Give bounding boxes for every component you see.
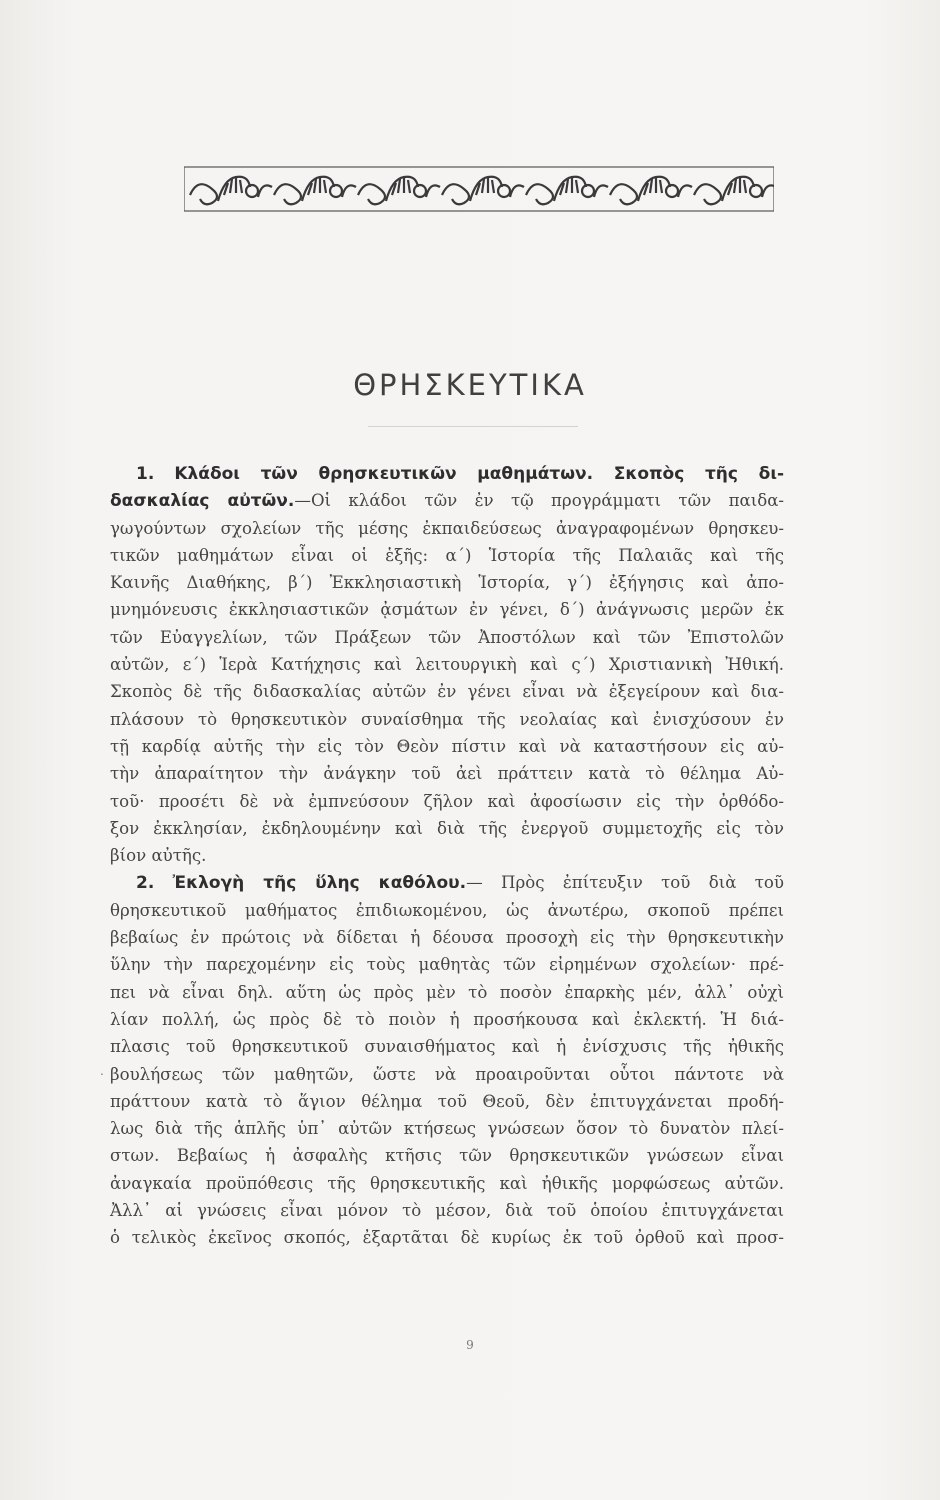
body-text bbox=[110, 460, 784, 1252]
section-1-heading-line bbox=[110, 460, 784, 487]
section-1-line: τικῶν μαθημάτων εἶναι οἱ ἑξῆς: α΄) Ἱστορία τῆς Παλαιᾶς καὶ τῆς bbox=[110, 545, 784, 565]
section-1-line: πλάσουν τὸ θρησκευτικὸν συναίσθημα τῆς νεολαίας καὶ ἐνισχύσουν ἐν bbox=[110, 709, 784, 729]
section-1-line: τοῦ· προσέτι δὲ νὰ ἐμπνεύσουν ζῆλον καὶ ἀφοσίωσιν εἰς τὴν ὀρθόδο- bbox=[110, 791, 784, 811]
section-1-line: αὐτῶν, ε΄) Ἱερὰ Κατήχησις καὶ λειτουργικὴ καὶ ς΄) Χριστιανικὴ Ἠθική. bbox=[110, 655, 784, 675]
section-2-line: ἀναγκαία προϋπόθεσις τῆς θρησκευτικῆς καὶ ἠθικῆς μορφώσεως αὐτῶν. bbox=[110, 1173, 784, 1193]
section-2-heading-line: 2. Ἐκλογὴ τῆς ὕλης καθόλου.— Πρὸς ἐπίτευξιν τοῦ διὰ τοῦ bbox=[136, 873, 784, 894]
section-2-line: πλασις τοῦ θρησκευτικοῦ συναισθήματος καὶ ἡ ἐνίσχυσις τῆς ἠθικῆς bbox=[110, 1037, 784, 1057]
section-2-number: 2. bbox=[136, 873, 155, 894]
page-title: ΘΡΗΣΚΕΥΤΙΚΑ bbox=[353, 368, 587, 402]
margin-dot: . bbox=[100, 1064, 104, 1078]
section-1-line: Καινῆς Διαθήκης, β΄) Ἐκκλησιαστικὴ Ἱστορία, γ΄) ἐξήγησις καὶ ἀπο- bbox=[110, 573, 784, 593]
section-2-line: στων. Βεβαίως ἡ ἀσφαλὴς κτῆσις τῶν θρησκευτικῶν γνώσεων εἶναι bbox=[110, 1146, 784, 1166]
section-1-line: τῇ καρδίᾳ αὐτῆς τὴν εἰς τὸν Θεὸν πίστιν καὶ νὰ καταστήσουν εἰς αὐ- bbox=[110, 736, 784, 756]
section-2-line: ὁ τελικὸς ἐκεῖνος σκοπός, ἐξαρτᾶται δὲ κυρίως ἐκ τοῦ ὀρθοῦ καὶ προσ- bbox=[110, 1228, 784, 1248]
section-1-line: μνημόνευσις ἐκκλησιαστικῶν ᾀσμάτων ἐν γένει, δ΄) ἀνάγνωσις μερῶν ἐκ bbox=[110, 600, 784, 620]
section-1-line: τῶν Εὐαγγελίων, τῶν Πράξεων τῶν Ἀποστόλων καὶ τῶν Ἐπιστολῶν bbox=[110, 627, 784, 647]
title-divider bbox=[368, 426, 578, 427]
section-1-line: βίον αὐτῆς. bbox=[110, 846, 207, 866]
section-2-line: ὕλην τὴν παρεχομένην εἰς τοὺς μαθητὰς τῶν εἰρημένων σχολείων· πρέ- bbox=[110, 955, 784, 975]
greek-palmette-ornament-icon bbox=[184, 165, 774, 213]
section-1-line: Σκοπὸς δὲ τῆς διδασκαλίας αὐτῶν ἐν γένει εἶναι νὰ ἐξεγείρουν καὶ δια- bbox=[110, 682, 784, 702]
section-2-line: λως διὰ τῆς ἁπλῆς ὑπ᾿ αὐτῶν κτήσεως γνώσεων ὅσον τὸ δυνατὸν πλεί- bbox=[110, 1119, 784, 1139]
page-number: 9 bbox=[466, 1338, 474, 1352]
section-1-line: τὴν ἀπαραίτητον τὴν ἀνάγκην τοῦ ἀεὶ πράττειν κατὰ τὸ θέλημα Αὐ- bbox=[110, 764, 784, 784]
section-1-heading-a: Κλάδοι τῶν θρησκευτικῶν μαθημάτων. Σκοπὸς τῆς δι- bbox=[174, 464, 784, 484]
section-2-line: πει νὰ εἶναι δηλ. αὕτη ὡς πρὸς μὲν τὸ ποσὸν ἐπαρκὴς μέν, ἀλλ᾿ οὐχὶ bbox=[110, 982, 784, 1002]
section-2-line: βουλήσεως τῶν μαθητῶν, ὥστε νὰ προαιροῦνται οὗτοι πάντοτε νὰ bbox=[110, 1064, 784, 1084]
section-2-line: λίαν πολλή, ὡς πρὸς δὲ τὸ ποιὸν ἡ προσήκουσα καὶ ἐκλεκτή. Ἡ διά- bbox=[110, 1009, 784, 1029]
section-2-line: θρησκευτικοῦ μαθήματος ἐπιδιωκομένου, ὡς ἀνωτέρω, σκοποῦ πρέπει bbox=[110, 900, 784, 920]
section-2-line: βεβαίως ἐν πρώτοις νὰ δίδεται ἡ δέουσα προσοχὴ εἰς τὴν θρησκευτικὴν bbox=[110, 928, 784, 948]
section-1-line: ξον ἐκκλησίαν, ἐκδηλουμένην καὶ διὰ τῆς ἐνεργοῦ συμμετοχῆς εἰς τὸν bbox=[110, 818, 784, 838]
section-1-line: δασκαλίας αὐτῶν.—Οἱ κλάδοι τῶν ἐν τῷ προγράμματι τῶν παιδα- bbox=[110, 491, 785, 512]
section-1-heading-b: δασκαλίας αὐτῶν. bbox=[110, 491, 295, 512]
section-2-line: πράττουν κατὰ τὸ ἅγιον θέλημα τοῦ Θεοῦ, δὲν ἐπιτυγχάνεται προδή- bbox=[110, 1091, 784, 1111]
section-2-line: Ἀλλ᾿ αἱ γνώσεις εἶναι μόνον τὸ μέσον, διὰ τοῦ ὁποίου ἐπιτυγχάνεται bbox=[110, 1201, 784, 1221]
section-1-number: 1. bbox=[136, 464, 155, 484]
section-2-heading: Ἐκλογὴ τῆς ὕλης καθόλου. bbox=[172, 873, 467, 894]
section-1-line: γωγούντων σχολείων τῆς μέσης ἐκπαιδεύσεως ἀναγραφομένων θρησκευ- bbox=[110, 518, 784, 538]
